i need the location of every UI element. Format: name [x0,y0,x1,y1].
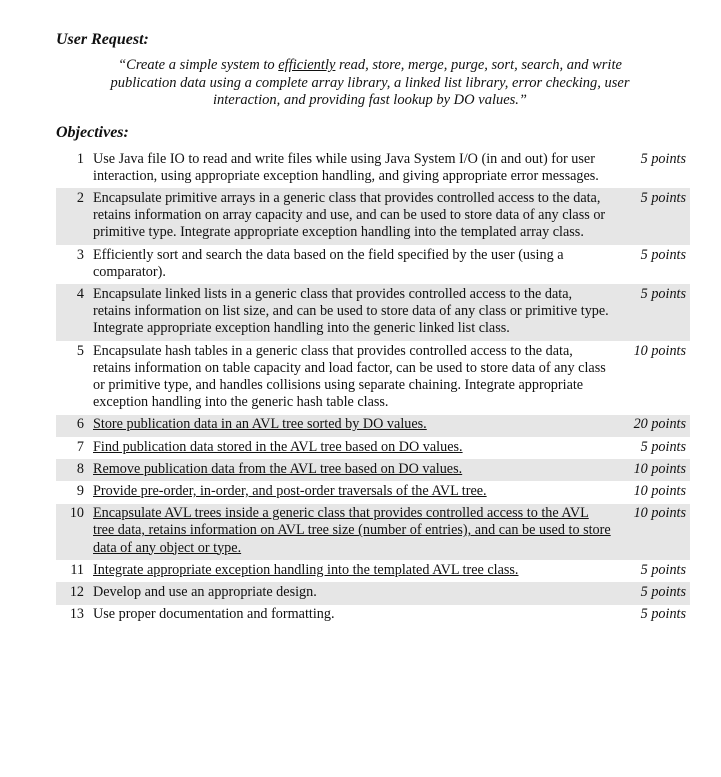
objective-points: 20 points [633,416,686,433]
objective-points: 5 points [640,150,686,167]
objective-number: 13 [69,606,84,623]
objective-number: 4 [76,285,84,302]
objective-text-underlined: Store publication data in an AVL tree sorted by DO values. [93,416,427,433]
objective-row-10 [56,504,690,561]
quote-rest: read, store, merge, purge, sort, search, and write publication data using a complete array library, a linked list library, error checking, user interaction, and providing fast lookup by DO values.” [110,57,630,108]
objective-text: Encapsulate primitive arrays in a generic class that provides controlled access to the data, retains information on array capacity and use, and can be used to store data of any class or primitive type. Integrate appropriate exception handling into the templated array class. [93,189,606,241]
objective-points: 5 points [640,438,686,455]
objective-row-5 [56,341,690,415]
objective-text: Efficiently sort and search the data based on the field specified by the user (using a comparator). [93,246,564,280]
objective-number: 12 [69,583,84,600]
objective-row-9 [56,481,690,503]
objective-row-12 [56,582,690,604]
objective-points: 5 points [640,285,686,302]
objective-number: 10 [69,505,84,522]
objective-number: 7 [76,438,84,455]
objective-number: 2 [76,189,84,206]
quote-underlined-word: efficiently [278,57,336,73]
objective-text [93,562,613,579]
objective-number: 9 [76,482,84,499]
objective-points: 5 points [640,606,686,623]
objective-text: Develop and use an appropriate design. [93,583,317,600]
objective-row-2 [56,188,690,245]
objective-points: 5 points [640,561,686,578]
objective-points: 10 points [633,482,686,499]
objective-text-underlined: Encapsulate AVL trees inside a generic class that provides controlled access to the AVL tree data, retains information on AVL tree size (number of entries), and can be used to store data of any object or type. [93,505,611,556]
objective-number: 1 [76,150,84,167]
objective-row-7 [56,437,690,459]
objective-row-3 [56,245,690,284]
objective-row-6 [56,415,690,437]
quote-open: “Create a simple system to [118,57,279,73]
objective-row-4 [56,284,690,341]
objective-text [93,483,613,500]
objective-points: 5 points [640,583,686,600]
objective-number: 8 [76,460,84,477]
objective-text: Use Java file IO to read and write files while using Java System I/O (in and out) for user interaction, using appropriate exception handling, and giving appropriate error messages. [93,150,599,184]
objective-text-underlined: Remove publication data from the AVL tree based on DO values. [93,460,463,477]
objective-number: 5 [76,342,84,359]
objective-points: 10 points [633,460,686,477]
objectives-list [56,149,690,627]
objective-points: 5 points [640,246,686,263]
objective-text [93,416,613,433]
objective-row-11 [56,560,690,582]
objective-text-underlined: Provide pre-order, in-order, and post-order traversals of the AVL tree. [93,482,487,499]
objective-row-8 [56,459,690,481]
objective-text: Use proper documentation and formatting. [93,606,335,623]
objective-number: 3 [76,246,84,263]
objective-points: 10 points [633,342,686,359]
objective-points: 5 points [640,189,686,206]
objective-row-1 [56,149,690,188]
objective-text [93,439,613,456]
objective-text: Encapsulate linked lists in a generic class that provides controlled access to the data, retains information on list size, and can be used to store data of any class or primitive type. Integrate appropriate exception handling into the generic linked list class. [93,285,609,337]
objective-number: 6 [76,416,84,433]
objective-text [93,505,613,557]
objective-text-underlined: Integrate appropriate exception handling into the templated AVL tree class. [93,561,519,578]
objective-row-13 [56,605,690,627]
objective-text [93,461,613,478]
objective-points: 10 points [633,505,686,522]
objective-number: 11 [70,561,84,578]
user-request-heading: User Request: [56,31,149,48]
objective-text-underlined: Find publication data stored in the AVL tree based on DO values. [93,438,463,455]
objectives-heading: Objectives: [56,124,129,141]
objective-text: Encapsulate hash tables in a generic class that provides controlled access to the data, retains information on table capacity and load factor, can be used to store data of any class or primitive type, and handles collisions using separate chaining. Integrate appropriate exception handling into the generic hash table class. [93,342,606,411]
user-request-quote [90,57,650,110]
